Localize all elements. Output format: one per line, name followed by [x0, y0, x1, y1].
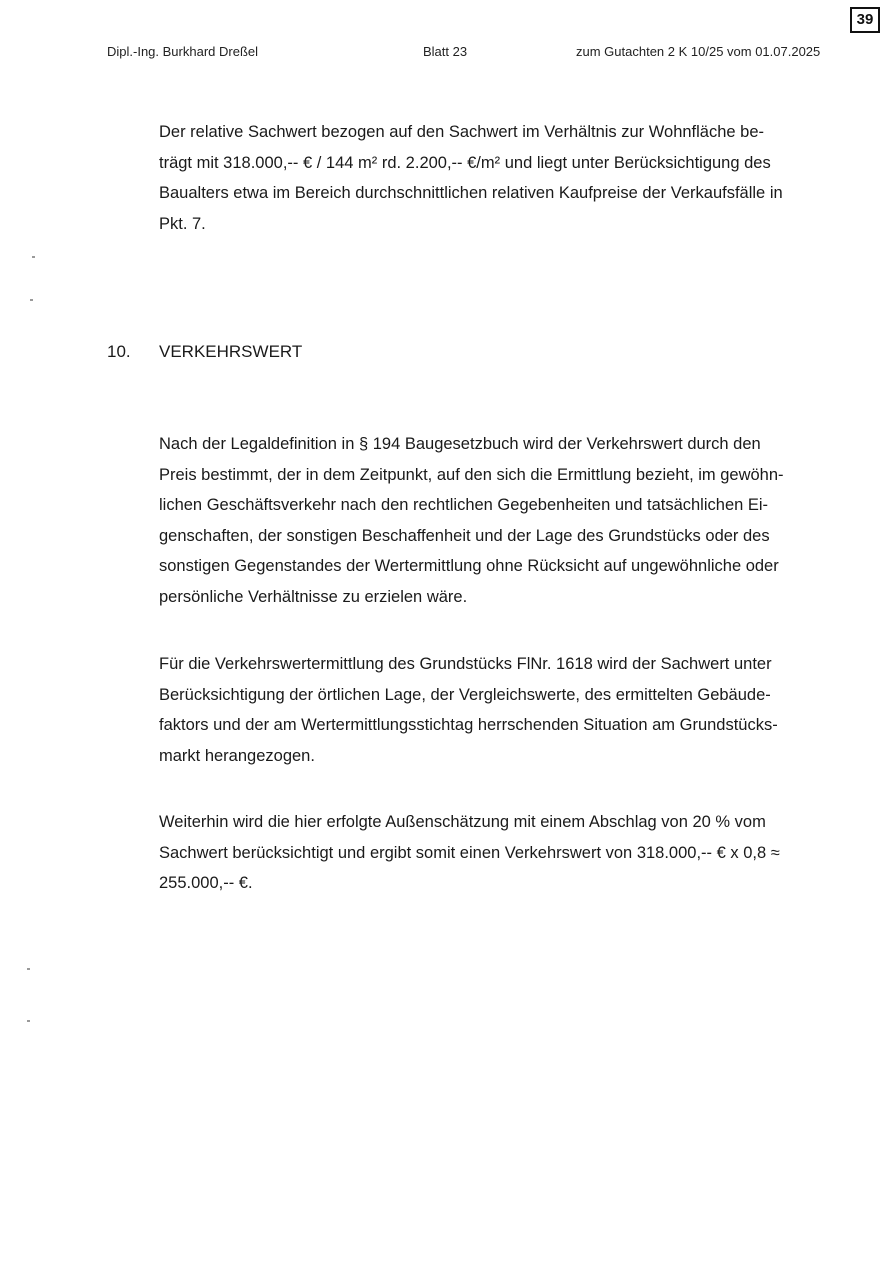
- page-number-badge: 39: [850, 7, 880, 33]
- text-line: genschaften, der sonstigen Beschaffenheit und der Lage des Grundstücks oder des: [159, 526, 770, 545]
- paragraph-legal-definition: [159, 429, 849, 612]
- text-line: markt herangezogen.: [159, 746, 315, 765]
- text-line: Sachwert berücksichtigt und ergibt somit einen Verkehrswert von 318.000,-- € x 0,8 ≈: [159, 843, 780, 862]
- header-sheet-number: Blatt 23: [423, 44, 468, 59]
- text-line: Berücksichtigung der örtlichen Lage, der Vergleichswerte, des ermittelten Gebäude-: [159, 685, 771, 704]
- scan-speck: [32, 256, 35, 258]
- paragraph-relative-sachwert: [159, 117, 849, 239]
- text-line: faktors und der am Wertermittlungsstichtag herrschenden Situation am Grundstücks-: [159, 716, 778, 734]
- scan-speck: [27, 1020, 30, 1022]
- paragraph-market-value-result: [159, 807, 849, 899]
- text-line: 255.000,-- €.: [159, 874, 253, 892]
- text-line: Für die Verkehrswertermittlung des Grundstücks FlNr. 1618 wird der Sachwert unter: [159, 655, 772, 673]
- header-report-reference: zum Gutachten 2 K 10/25 vom 01.07.2025: [576, 44, 821, 59]
- scan-speck: [30, 299, 33, 301]
- text-line: Preis bestimmt, der in dem Zeitpunkt, auf den sich die Ermittlung bezieht, im gewöhn-: [159, 465, 784, 484]
- text-line: lichen Geschäftsverkehr nach den rechtlichen Gegebenheiten und tatsächlichen Ei-: [159, 496, 769, 514]
- text-line: Weiterhin wird die hier erfolgte Außenschätzung mit einem Abschlag von 20 % vom: [159, 813, 766, 831]
- text-line: Pkt. 7.: [159, 214, 206, 233]
- header-author: Dipl.-Ing. Burkhard Dreßel: [107, 44, 258, 59]
- page-header: [0, 44, 892, 64]
- text-line: Der relative Sachwert bezogen auf den Sachwert im Verhältnis zur Wohnfläche be-: [159, 123, 765, 141]
- text-line: persönliche Verhältnisse zu erzielen wäre.: [159, 587, 468, 606]
- paragraph-valuation-basis: [159, 649, 849, 771]
- text-line: sonstigen Gegenstandes der Wertermittlung ohne Rücksicht auf ungewöhnliche oder: [159, 557, 779, 575]
- text-line: trägt mit 318.000,-- € / 144 m² rd. 2.200,-- €/m² und liegt unter Berücksichtigung des: [159, 153, 771, 172]
- text-line: Baualters etwa im Bereich durchschnittlichen relativen Kaufpreise der Verkaufsfälle in: [159, 184, 783, 202]
- text-line: Nach der Legaldefinition in § 194 Baugesetzbuch wird der Verkehrswert durch den: [159, 435, 761, 453]
- section-number: 10.: [107, 342, 131, 361]
- section-title: VERKEHRSWERT: [159, 342, 303, 361]
- scan-speck: [27, 968, 30, 970]
